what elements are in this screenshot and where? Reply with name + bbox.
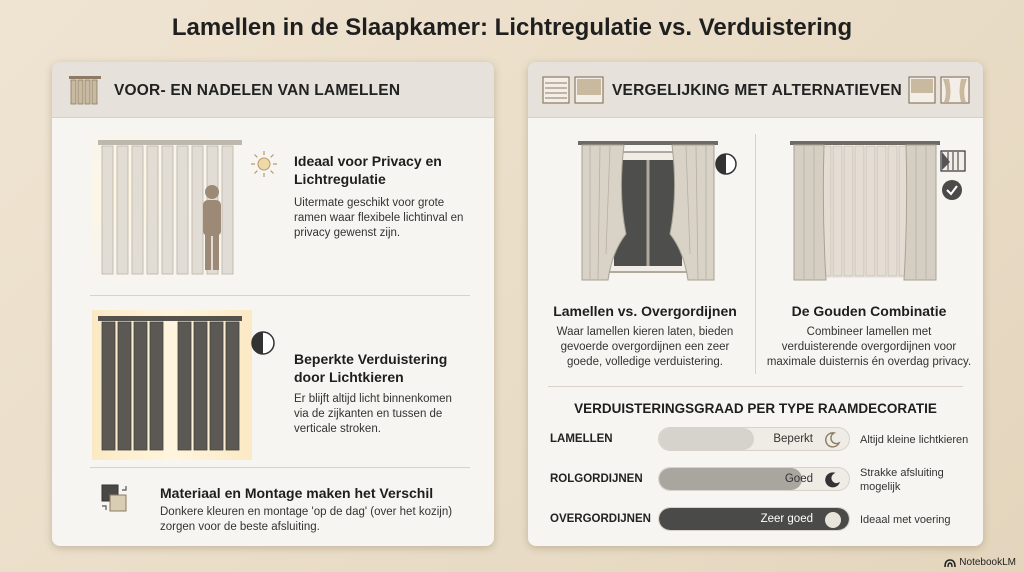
- vertical-blinds-icon: [68, 74, 102, 106]
- rating-value: Beperkt: [773, 433, 813, 445]
- window-icons: [542, 74, 604, 106]
- dark-blinds-illustration: [92, 310, 252, 460]
- window-blinds-icon: [940, 150, 966, 172]
- combination-text-line2: verduisterende overgordijnen voor: [781, 341, 957, 353]
- rating-note: [860, 433, 968, 447]
- pros-cons-header: [52, 62, 494, 118]
- curtains-heading: Lamellen vs. Overgordijnen: [553, 303, 737, 319]
- darkening-heading-line1: Beperkte Verduistering: [294, 351, 448, 367]
- darkening-text: [294, 392, 452, 437]
- rating-label: LAMELLEN: [550, 433, 613, 445]
- notebooklm-logo-icon: [944, 558, 956, 568]
- rating-value: Zeer goed: [760, 513, 813, 525]
- rating-bar: [658, 507, 850, 531]
- combination-illustration: [790, 134, 940, 284]
- comparison-header: [528, 62, 983, 118]
- darkening-heading-line2: door Lichtkieren: [294, 369, 404, 385]
- privacy-heading: [294, 152, 442, 188]
- checkmark-icon: [940, 178, 964, 202]
- divider-3: [548, 386, 963, 387]
- brand-badge: [944, 557, 1016, 568]
- rating-note-line1: Ideaal met voering: [860, 514, 951, 526]
- divider-1: [90, 295, 470, 296]
- curtain-icons: [908, 74, 970, 106]
- pros-cons-title: VOOR- EN NADELEN VAN LAMELLEN: [114, 82, 401, 99]
- privacy-heading-line1: Ideaal voor Privacy en: [294, 153, 442, 169]
- privacy-heading-line2: Lichtregulatie: [294, 171, 386, 187]
- rating-note-line1: Altijd kleine lichtkieren: [860, 434, 969, 446]
- combination-text-line1: Combineer lamellen met: [806, 326, 932, 338]
- privacy-text-line1: Uitermate geschikt voor grote: [294, 197, 445, 209]
- half-moon-icon: [250, 330, 276, 356]
- rating-note-line2: mogelijk: [860, 481, 901, 493]
- half-moon-icon: [714, 152, 738, 176]
- rating-bar-fill: [659, 508, 849, 530]
- rating-note: [860, 466, 944, 494]
- rating-note-line1: Strakke afsluiting: [860, 467, 944, 479]
- rating-bar: [658, 427, 850, 451]
- comparison-panel: [528, 62, 983, 546]
- curtains-text-line3: goede, volledige verduistering.: [567, 356, 723, 368]
- darkening-text-line3: verticale stroken.: [294, 423, 381, 435]
- combination-heading: De Gouden Combinatie: [791, 303, 947, 319]
- rating-label: OVERGORDIJNEN: [550, 513, 651, 525]
- sun-icon: [250, 150, 278, 178]
- rating-label: ROLGORDIJNEN: [550, 473, 643, 485]
- divider-2: [90, 467, 470, 468]
- curtains-illustration: [578, 134, 718, 284]
- darkening-text-line1: Er blijft altijd licht binnenkomen: [294, 393, 452, 405]
- curtains-text: [536, 325, 754, 370]
- curtains-text-line1: Waar lamellen kieren laten, bieden: [556, 326, 734, 338]
- material-text-line1: Donkere kleuren en montage 'op de dag' (over het kozijn): [160, 506, 453, 518]
- privacy-text-line3: privacy gewenst zijn.: [294, 227, 401, 239]
- curtains-text-line2: gevoerde overgordijnen een zeer: [560, 341, 730, 353]
- moon-icon: [823, 511, 843, 531]
- material-heading: Materiaal en Montage maken het Verschil: [160, 485, 434, 501]
- darkening-text-line2: via de zijkanten en tussen de: [294, 408, 443, 420]
- brand-name: NotebookLM: [959, 557, 1016, 568]
- rating-bar-fill: [659, 468, 802, 490]
- material-text-line2: zorgen voor de beste afsluiting.: [160, 521, 320, 533]
- rating-bar: [658, 467, 850, 491]
- pros-cons-panel: [52, 62, 494, 546]
- light-blinds-illustration: [92, 134, 252, 284]
- page-title: Lamellen in de Slaapkamer: Lichtregulatie vs. Verduistering: [171, 14, 853, 41]
- material-swatch-icon: [98, 482, 130, 514]
- privacy-text-line2: ramen waar flexibele lichtinval en: [294, 212, 464, 224]
- rating-note: [860, 513, 951, 527]
- combination-text: [754, 325, 983, 370]
- rating-bar-fill: [659, 428, 754, 450]
- material-text: [160, 505, 452, 535]
- ratings-title: VERDUISTERINGSGRAAD PER TYPE RAAMDECORATIE: [574, 401, 937, 416]
- moon-icon: [823, 471, 841, 489]
- darkening-heading: [294, 350, 447, 386]
- comparison-title: VERGELIJKING MET ALTERNATIEVEN: [612, 82, 902, 99]
- combination-text-line3: maximale duisternis én overdag privacy.: [766, 356, 972, 368]
- moon-icon: [823, 431, 841, 449]
- rating-value: Goed: [784, 473, 813, 485]
- privacy-text: [294, 196, 463, 241]
